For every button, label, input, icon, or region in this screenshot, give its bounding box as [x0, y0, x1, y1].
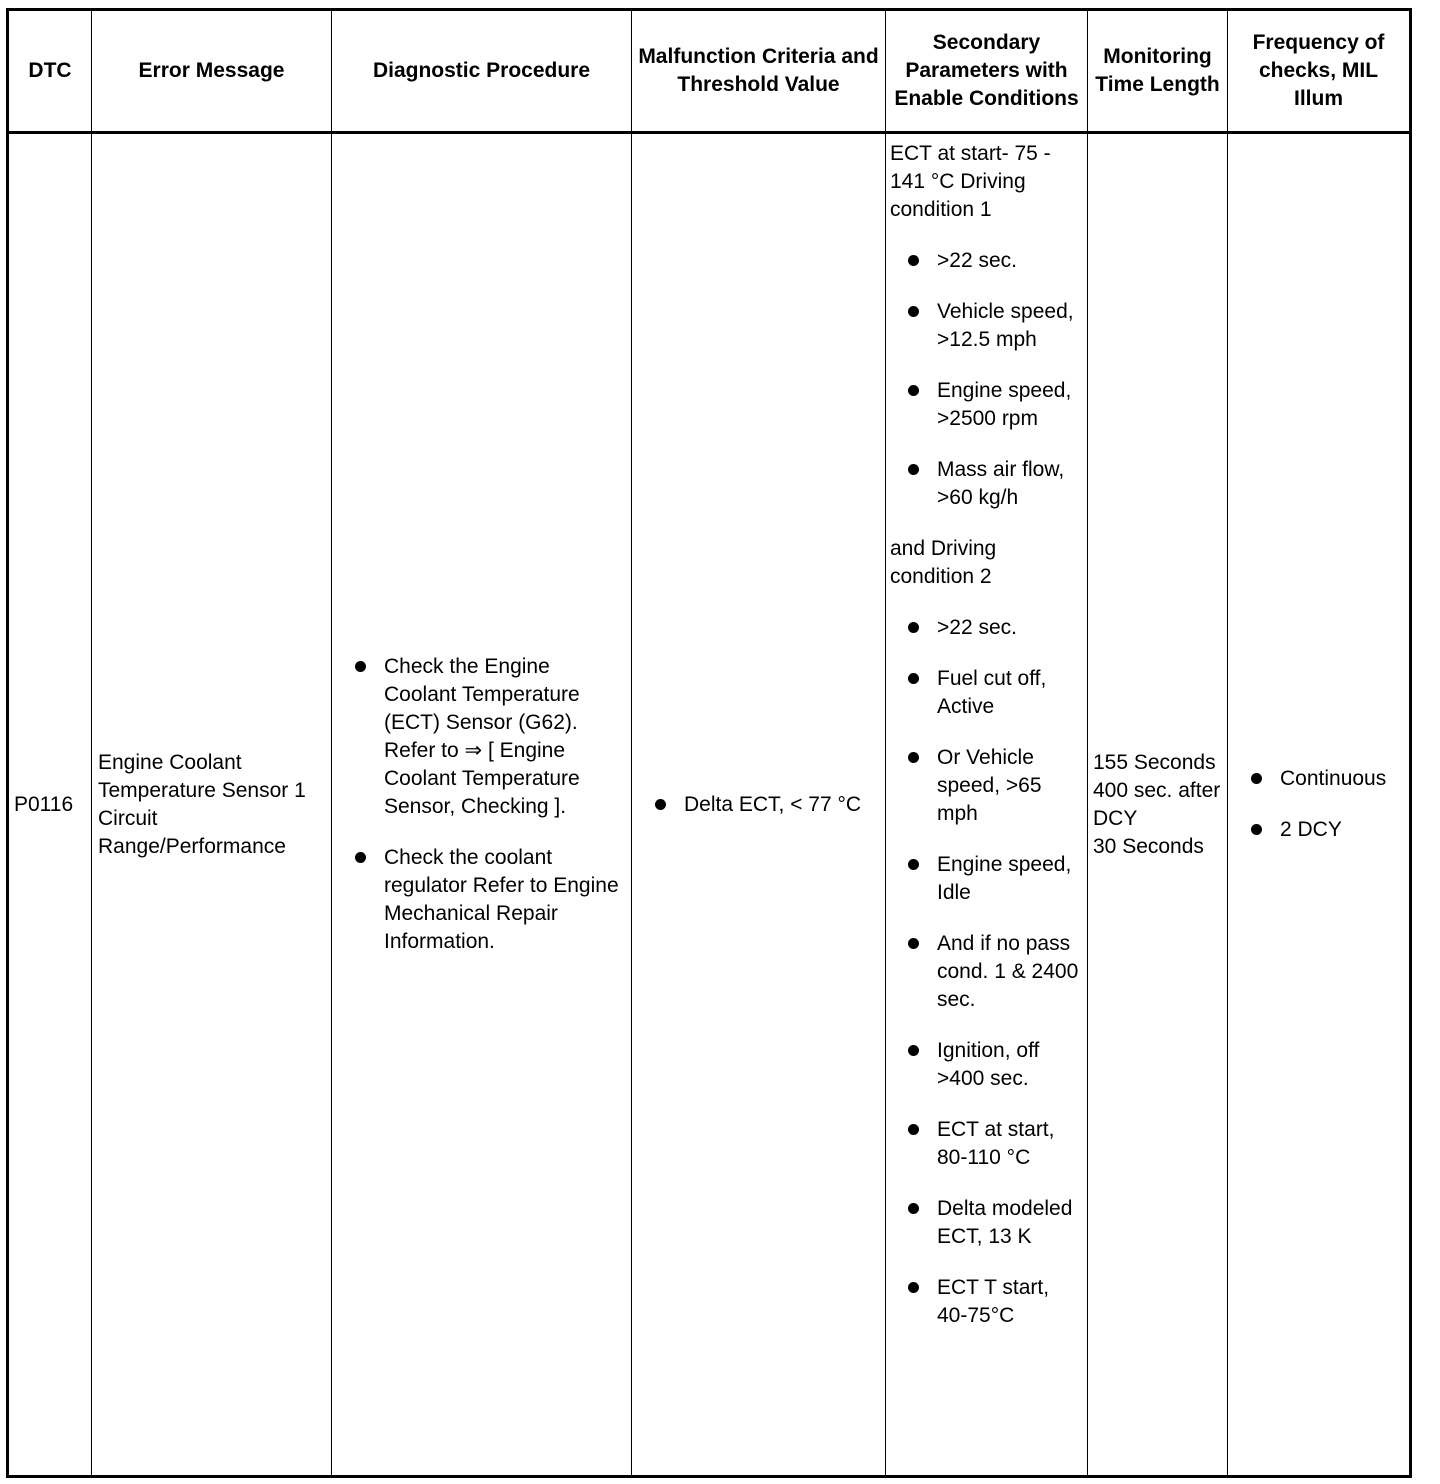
malfunction-criteria [632, 133, 886, 1477]
monitoring-line: 155 Seconds [1093, 750, 1216, 774]
condition2-item: Delta modeled ECT, 13 K [890, 1195, 1083, 1251]
condition1-item: >22 sec. [890, 247, 1083, 275]
monitoring-time [1088, 133, 1228, 1477]
frequency-of-checks [1228, 133, 1411, 1477]
table-row [8, 133, 1411, 1477]
dtc-code: P0116 [8, 133, 92, 1477]
header-monitoring-time: Monitoring Time Length [1088, 10, 1228, 133]
monitoring-line: 30 Seconds [1093, 834, 1204, 858]
header-malfunction-criteria: Malfunction Criteria and Threshold Value [632, 10, 886, 133]
header-diagnostic-procedure: Diagnostic Procedure [332, 10, 632, 133]
procedure-step-1: Check the Engine Coolant Temperature (ECT) Sensor (G62). Refer to ⇒ [ Engine Coolant Temperature Sensor, Checking ]. [332, 653, 631, 821]
diagnostic-procedure [332, 133, 632, 1477]
procedure-step-2: Check the coolant regulator Refer to Engine Mechanical Repair Information. [332, 844, 631, 956]
header-error-message: Error Message [92, 10, 332, 133]
dtc-table [6, 8, 1412, 1478]
error-message: Engine Coolant Temperature Sensor 1 Circuit Range/Performance [92, 133, 332, 1477]
secondary-parameters [886, 133, 1088, 1477]
header-row [8, 10, 1411, 133]
header-dtc: DTC [8, 10, 92, 133]
condition1-item: Engine speed, >2500 rpm [890, 377, 1083, 433]
condition2-item: Fuel cut off, Active [890, 665, 1083, 721]
condition2-item: Engine speed, Idle [890, 851, 1083, 907]
secondary-intro: ECT at start- 75 - 141 °C Driving condition 1 [890, 142, 1051, 221]
malfunction-item: Delta ECT, < 77 °C [632, 791, 885, 819]
frequency-item: Continuous [1228, 765, 1409, 793]
condition2-item: Or Vehicle speed, >65 mph [890, 744, 1083, 828]
condition1-item: Vehicle speed, >12.5 mph [890, 298, 1083, 354]
frequency-item: 2 DCY [1228, 816, 1409, 844]
monitoring-line: 400 sec. after DCY [1093, 778, 1221, 830]
condition2-item: ECT T start, 40-75°C [890, 1274, 1083, 1330]
condition2-item: Ignition, off >400 sec. [890, 1037, 1083, 1093]
condition2-item: And if no pass cond. 1 & 2400 sec. [890, 930, 1083, 1014]
condition2-label: and Driving condition 2 [890, 537, 997, 588]
condition1-item: Mass air flow, >60 kg/h [890, 456, 1083, 512]
condition2-item: ECT at start, 80-110 °C [890, 1116, 1083, 1172]
condition2-list [890, 614, 1083, 1330]
header-frequency: Frequency of checks, MIL Illum [1228, 10, 1411, 133]
condition2-item: >22 sec. [890, 614, 1083, 642]
header-secondary-parameters: Secondary Parameters with Enable Conditions [886, 10, 1088, 133]
condition1-list [890, 247, 1083, 512]
